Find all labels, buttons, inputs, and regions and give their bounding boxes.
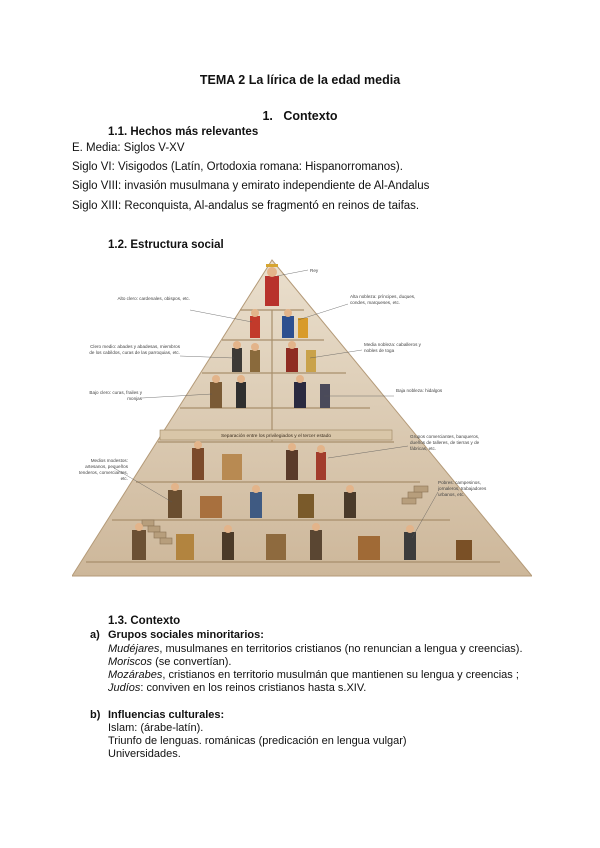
section-label: Contexto: [283, 109, 338, 123]
label-grupos-comerciantes: Grupos comerciantes, banqueros, dueños de talleres, de tierras y de fábricas, etc.: [410, 434, 480, 451]
subsection-heading-contexto: 1.3. Contexto: [108, 615, 181, 627]
list-item: Islam: (árabe-latín).: [108, 722, 204, 734]
fact-line: E. Media: Siglos V-XV: [72, 142, 185, 154]
fact-line: Siglo XIII: Reconquista, Al-andalus se fragmentó en reinos de taifas.: [72, 200, 420, 212]
section-heading-contexto: [0, 109, 600, 123]
group-heading-minoritarios: Grupos sociales minoritarios:: [108, 629, 264, 641]
label-clero-medio: Clero medio: abades y abadesas, miembros de los cabildos, curas de las parroquias, etc.: [89, 344, 180, 355]
separation-band-text: Separación entre los privilegiados y el tercer estado: [220, 434, 332, 439]
description: , cristianos en territorio musulmán que mantienen su lengua y creencias ;: [162, 669, 519, 681]
list-marker-b: b): [90, 709, 101, 721]
subsection-heading-estructura: 1.2. Estructura social: [108, 239, 224, 251]
term: Judíos: [108, 682, 141, 694]
list-item: [108, 682, 366, 694]
label-bajo-clero: Bajo clero: curas, frailes y monjas: [89, 390, 142, 401]
list-item: Triunfo de lenguas. románicas (predicación en lengua vulgar): [108, 735, 407, 747]
list-item: Universidades.: [108, 748, 181, 760]
page-title: TEMA 2 La lírica de la edad media: [199, 73, 401, 87]
list-item: [108, 669, 519, 681]
label-alta-nobleza: Alta nobleza: príncipes, duques, condes, marqueses, etc.: [350, 294, 416, 305]
description: (se convertían).: [152, 656, 232, 668]
term: Mozárabes: [108, 669, 163, 681]
label-media-nobleza: Media nobleza: caballeros y nobles de toga: [364, 342, 421, 353]
description: , musulmanes en territorios cristianos (no renuncian a lengua y creencias).: [159, 643, 523, 655]
list-item: [108, 643, 523, 655]
list-item: [108, 656, 232, 668]
section-number: 1.: [262, 109, 273, 123]
label-medios-modestos: Medios modestos: artesanos, pequeños tenderos, comerciantes, etc.: [78, 458, 128, 481]
label-pobres: Pobres: campesinos, jornaleros, trabajadores urbanos, etc.: [438, 480, 487, 497]
fact-line: Siglo VI: Visigodos (Latín, Ortodoxia romana: Hispanorromanos).: [72, 161, 403, 173]
fact-line: Siglo VIII: invasión musulmana y emirato independiente de Al-Andalus: [72, 180, 430, 192]
social-pyramid-illustration: [72, 258, 532, 578]
list-marker-a: a): [90, 629, 100, 641]
group-heading-influencias: Influencias culturales:: [108, 709, 225, 721]
description: : conviven en los reinos cristianos hasta s.XIV.: [140, 682, 367, 694]
label-baja-nobleza: Baja nobleza: hidalgos: [396, 388, 443, 393]
label-rey: Rey: [310, 268, 319, 273]
subsection-heading-hechos: 1.1. Hechos más relevantes: [108, 126, 259, 138]
label-alto-clero: Alto clero: cardenales, obispos, etc.: [117, 296, 190, 301]
term: Mudéjares: [108, 643, 160, 655]
term: Moriscos: [108, 656, 153, 668]
